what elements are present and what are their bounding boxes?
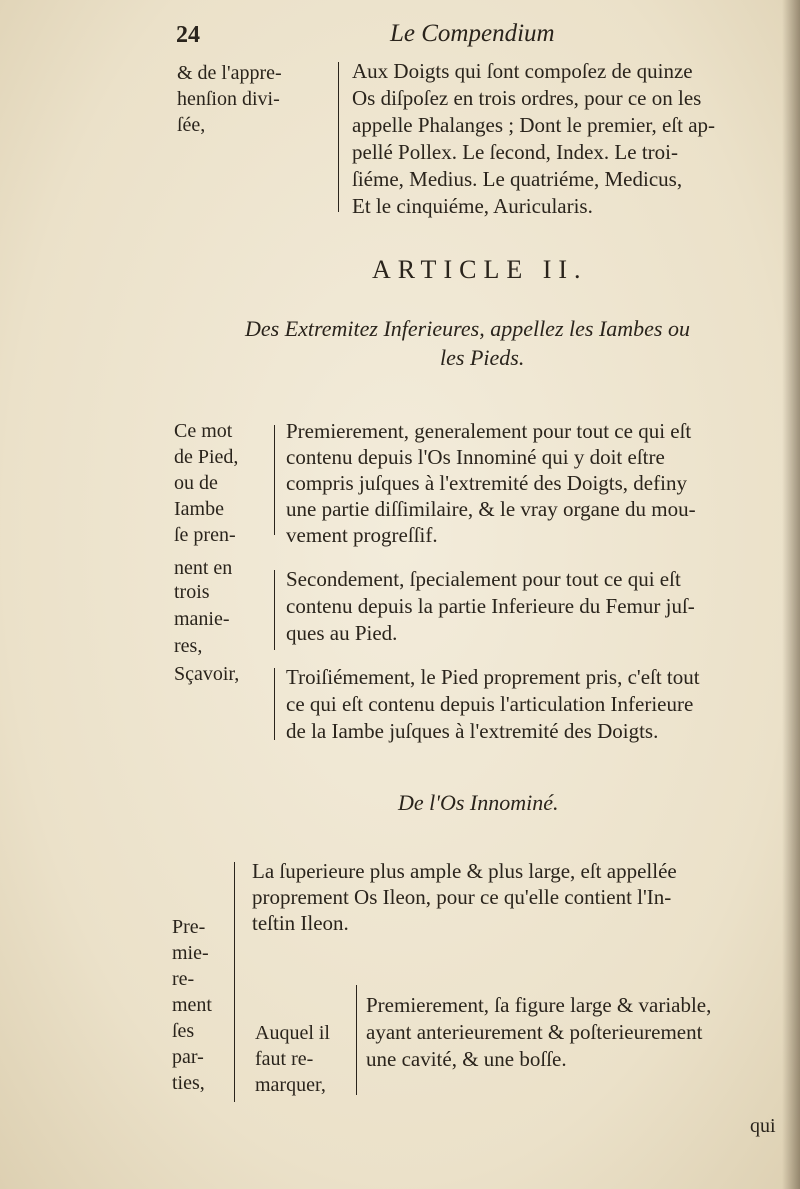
article-heading: ARTICLE II. — [372, 255, 588, 284]
side-line: manie- — [174, 608, 230, 630]
text-line: appelle Phalanges ; Dont le premier, eſt ap- — [352, 113, 716, 137]
text-line: pellé Pollex. Le ſecond, Index. Le troi- — [352, 140, 678, 164]
text-line: Secondement, ſpecialement pour tout ce qui eſt — [286, 567, 681, 591]
section-heading: De l'Os Innominé. — [398, 790, 559, 815]
side-line: ſe pren- — [174, 524, 236, 546]
text-line: Aux Doigts qui ſont compoſez de quinze — [352, 59, 693, 83]
text-line: contenu depuis la partie Inferieure du Femur juſ- — [286, 594, 695, 618]
catchword: qui — [750, 1115, 776, 1137]
side-line: faut re- — [255, 1048, 314, 1070]
page-gutter-shadow — [782, 0, 800, 1189]
side-line: Ce mot — [174, 420, 233, 442]
text-line: ques au Pied. — [286, 621, 398, 645]
side-line: ou de — [174, 472, 218, 494]
text-line: ſiéme, Medius. Le quatriéme, Medicus, — [352, 167, 683, 191]
section-outer-bracket — [234, 862, 235, 1102]
text-line: Os diſpoſez en trois ordres, pour ce on les — [352, 86, 702, 110]
text-line: une cavité, & une boſſe. — [366, 1047, 567, 1071]
text-line: compris juſques à l'extremité des Doigts, definy — [286, 471, 687, 495]
text-line: de la Iambe juſques à l'extremité des Doigts. — [286, 719, 659, 743]
block1-bracket — [338, 62, 339, 212]
side-line: de Pied, — [174, 446, 239, 468]
text-line: Premierement, generalement pour tout ce qui eſt — [286, 419, 692, 443]
side-line: trois — [174, 581, 210, 603]
side-line: & de l'appre- — [177, 62, 282, 84]
side-line: henſion divi- — [177, 88, 280, 110]
text-line: Et le cinquiéme, Auricularis. — [352, 194, 593, 218]
side-line: res, — [174, 635, 203, 657]
bracket-p1 — [274, 425, 275, 535]
side-line: marquer, — [255, 1074, 326, 1096]
side-line: mie- — [172, 942, 209, 964]
article-subtitle: Des Extremitez Inferieures, appellez les Iambes ou — [245, 316, 690, 341]
text-line: teſtin Ileon. — [252, 911, 349, 935]
text-line: proprement Os Ileon, pour ce qu'elle contient l'In- — [252, 885, 672, 909]
section-inner-bracket — [356, 985, 357, 1095]
side-line: Sçavoir, — [174, 663, 240, 685]
text-line: Premierement, ſa figure large & variable, — [366, 993, 712, 1017]
text-line: contenu depuis l'Os Innominé qui y doit eſtre — [286, 445, 665, 469]
side-line: Pre- — [172, 916, 206, 938]
side-line: par- — [172, 1046, 204, 1068]
text-line: vement progreſſif. — [286, 523, 438, 547]
page-number: 24 — [176, 22, 200, 48]
text-line: Troiſiémement, le Pied proprement pris, c'eſt tout — [286, 665, 700, 689]
running-title: Le Compendium — [390, 20, 555, 47]
side-line: ſes — [172, 1020, 195, 1042]
side-line: ties, — [172, 1072, 205, 1094]
side-line: ſée, — [177, 114, 206, 136]
article-subtitle-cont: les Pieds. — [440, 345, 525, 370]
side-line: ment — [172, 994, 212, 1016]
text-line: La ſuperieure plus ample & plus large, eſt appellée — [252, 859, 677, 883]
side-line: re- — [172, 968, 195, 990]
bracket-p3 — [274, 668, 275, 740]
text-line: ayant anterieurement & poſterieurement — [366, 1020, 703, 1044]
side-line: Iambe — [174, 498, 224, 520]
text-line: ce qui eſt contenu depuis l'articulation Inferieure — [286, 692, 694, 716]
bracket-p2 — [274, 570, 275, 650]
side-line: nent en — [174, 557, 233, 579]
text-line: une partie diſſimilaire, & le vray organe du mou- — [286, 497, 696, 521]
side-line: Auquel il — [255, 1022, 330, 1044]
